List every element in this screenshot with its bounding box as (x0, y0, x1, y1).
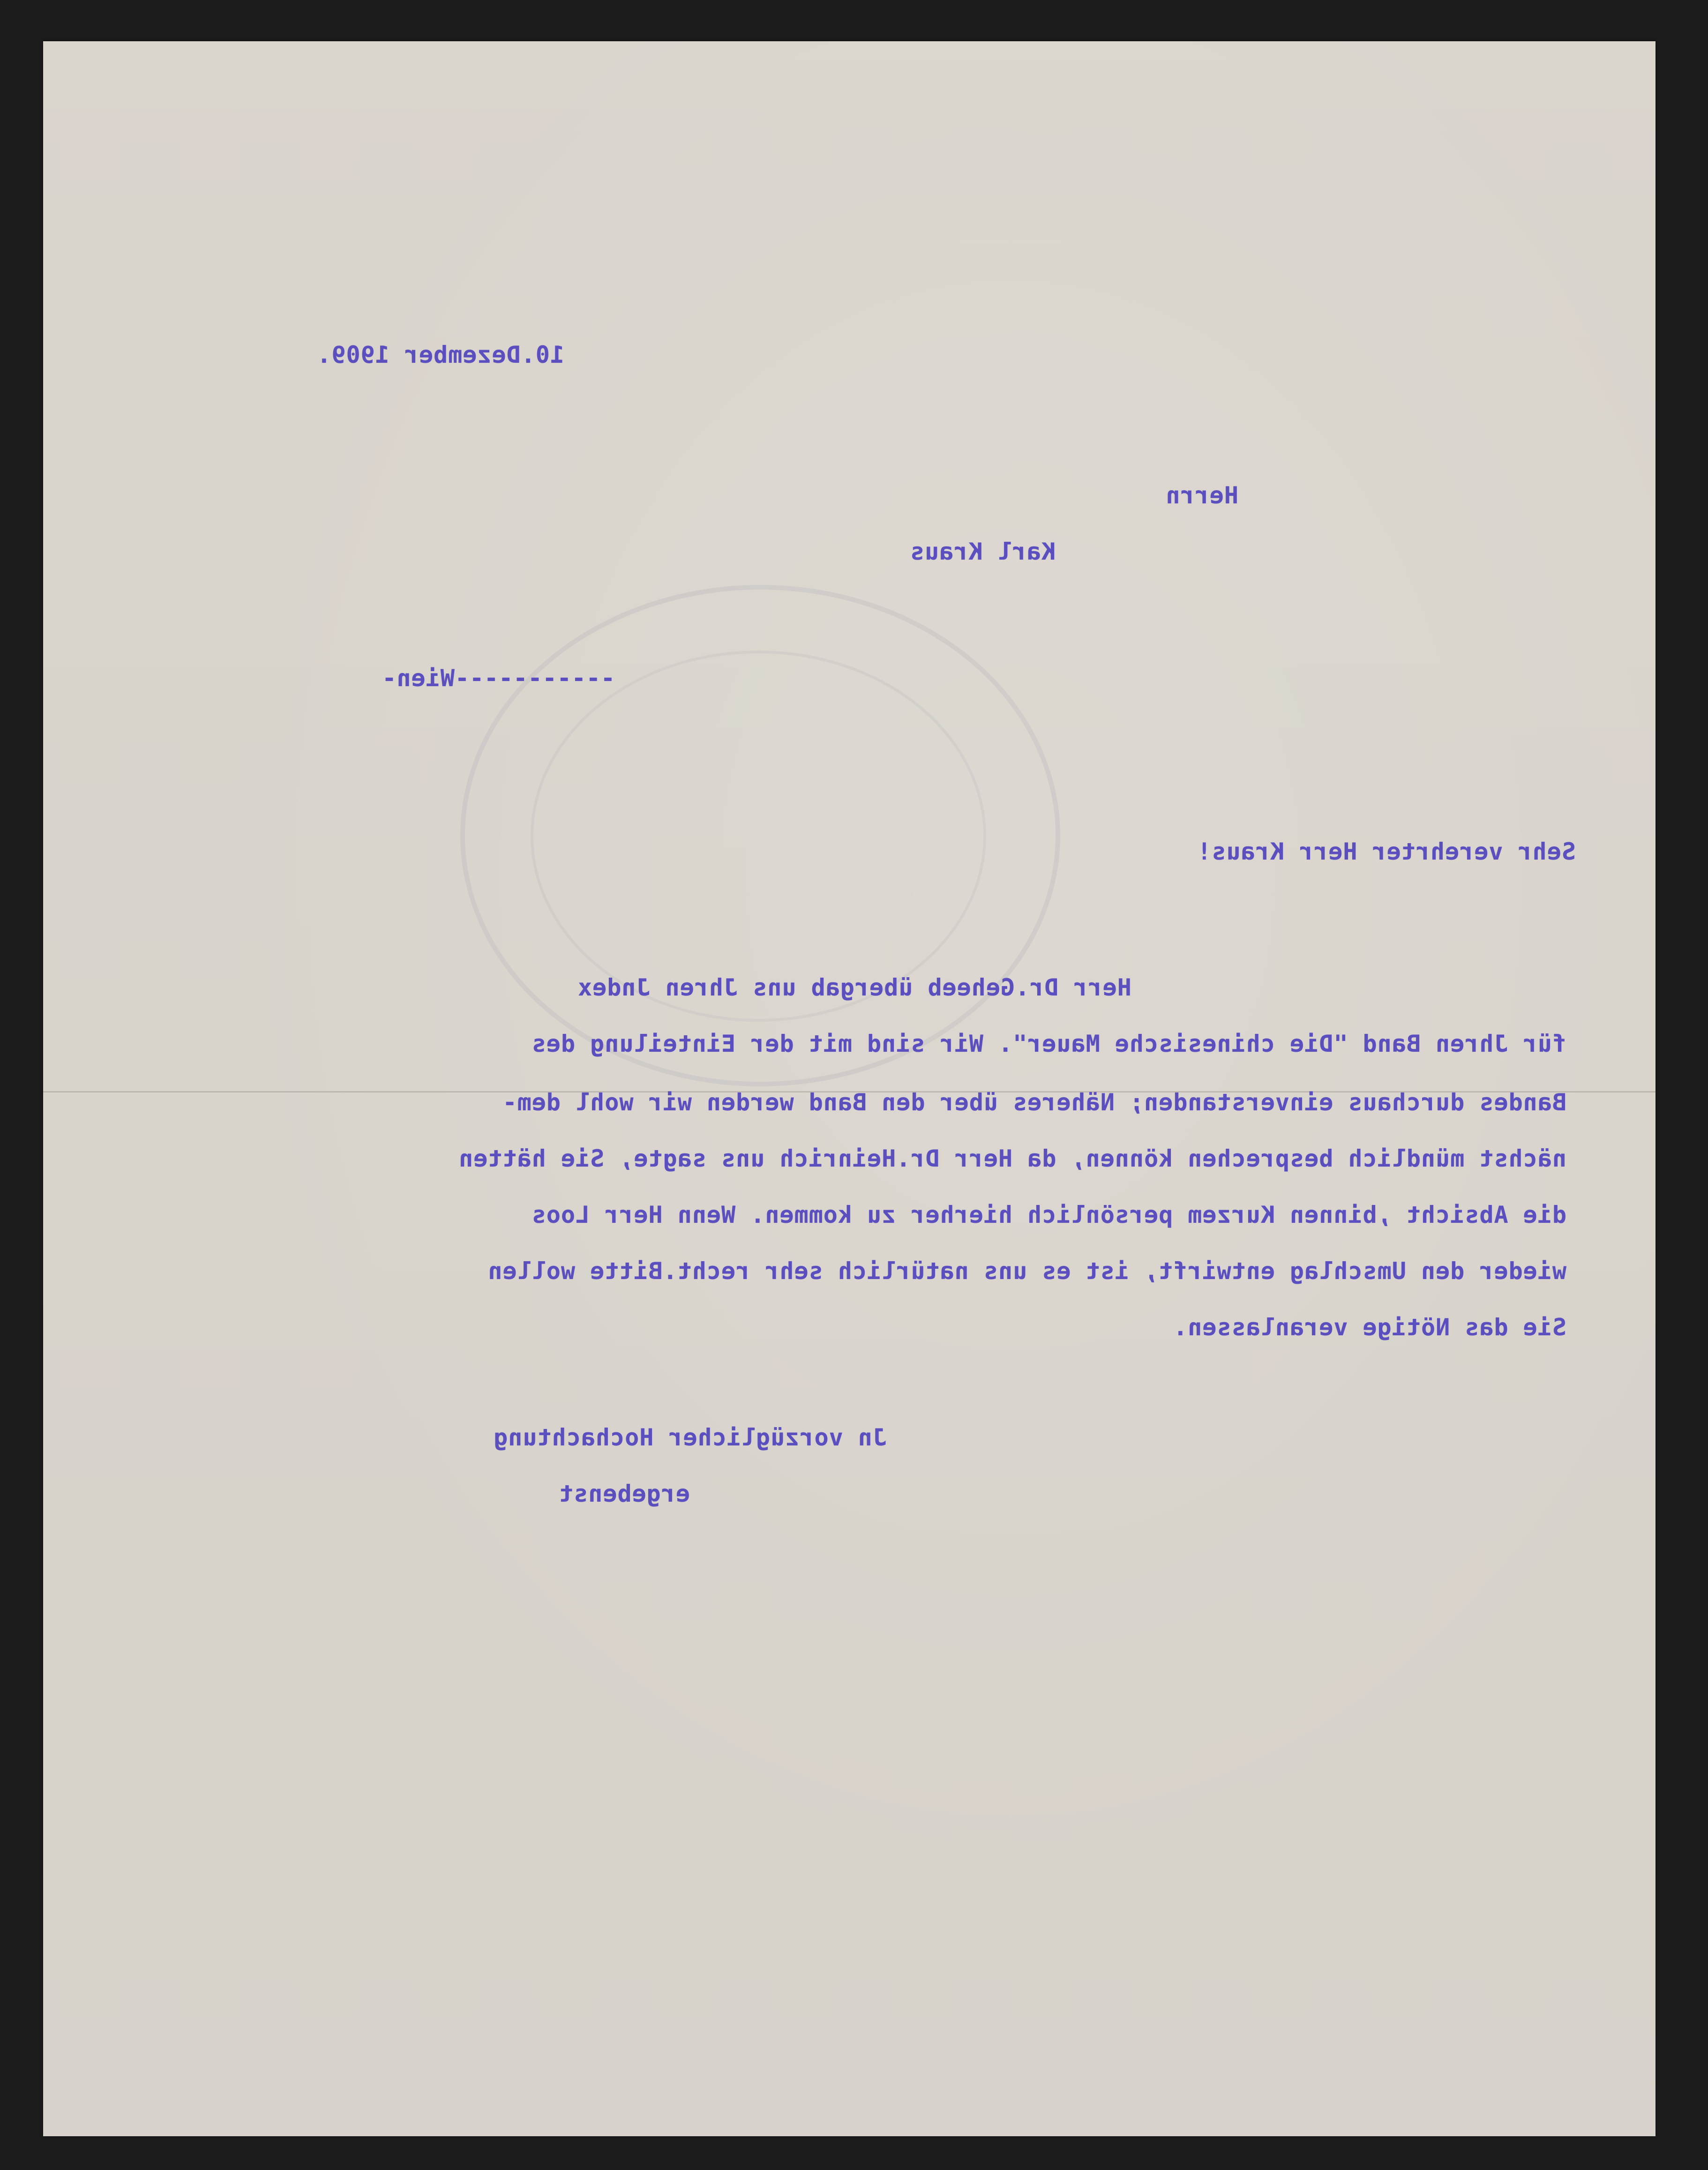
body-line-1: Herr Dr.Geheeb übergab uns Jhren Jndex (577, 974, 1131, 1001)
closing-signoff: ergebenst (559, 1480, 690, 1507)
body-line-2: für Jhren Band "Die chinesische Mauer". Wir sind mit der Einteilung des (531, 1030, 1566, 1057)
bleed-through-seal-inner (531, 651, 986, 1022)
letter-date: 10.Dezember 1909. (316, 341, 564, 368)
body-line-4: nächst mündlich besprechen können, da Herr Dr.Heinrich uns sagte, Sie hätten (458, 1145, 1566, 1172)
salutation: Sehr verehrter Herr Kraus! (1197, 838, 1576, 865)
body-line-3: Bandes durchaus einverstanden; Näheres über den Band werden wir wohl dem- (502, 1089, 1566, 1116)
recipient-name: Karl Kraus (909, 538, 1056, 565)
recipient-city: -----------Wien- (382, 665, 615, 692)
body-line-7: Sie das Nötige veranlassen. (1173, 1314, 1566, 1341)
letter-sheet (43, 41, 1656, 2136)
closing: Jn vorzüglicher Hochachtung (493, 1424, 887, 1451)
body-line-5: die Absicht ,binnen Kurzem persönlich hierher zu kommen. Wenn Herr Loos (531, 1201, 1566, 1228)
recipient-title: Herrn (1165, 482, 1238, 509)
body-line-6: wieder den Umschlag entwirft, ist es uns natürlich sehr recht.Bitte wollen (487, 1257, 1566, 1285)
